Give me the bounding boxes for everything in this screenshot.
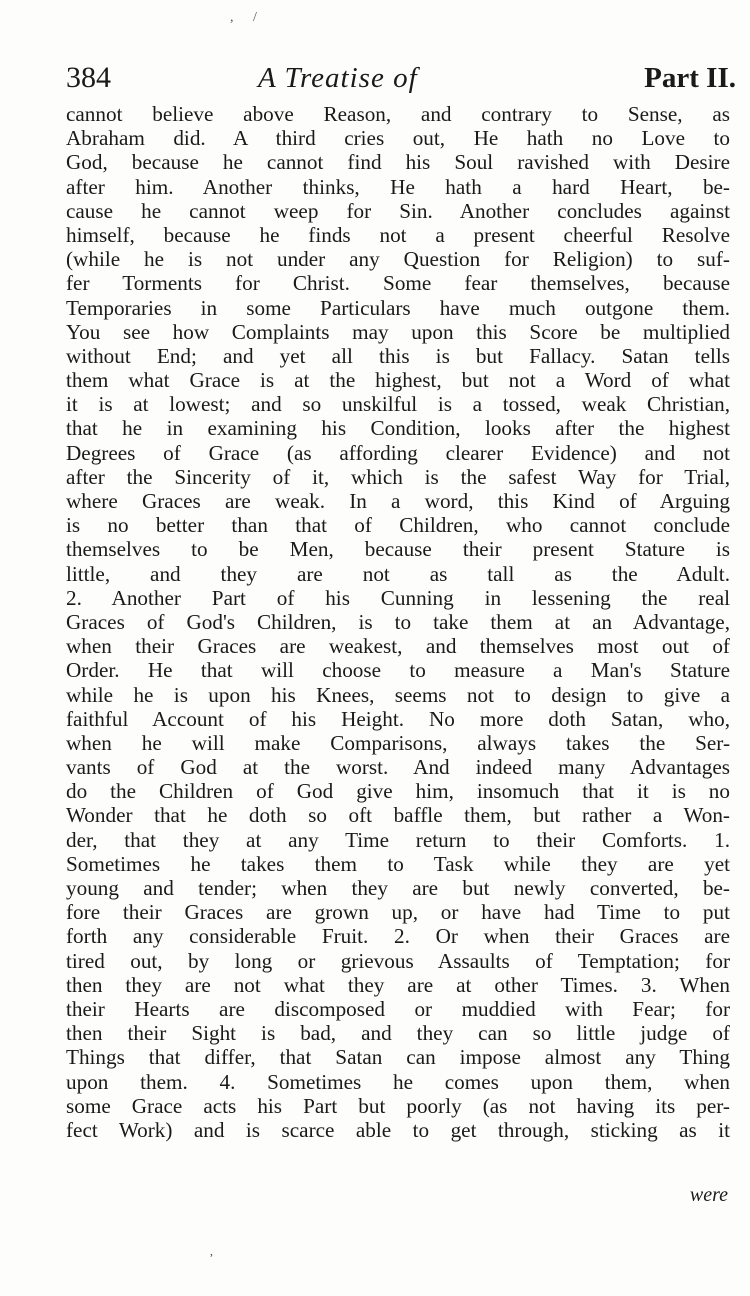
text-line: Abraham did. A third cries out, He hath no Love to [66, 126, 730, 151]
text-line: Graces of God's Children, is to take them at an Advantage, [66, 609, 730, 634]
text-line: after him. Another thinks, He hath a hard Heart, be- [66, 174, 730, 199]
text-line: fect Work) and is scarce able to get through, sticking as it [66, 1117, 730, 1142]
text-line: young and tender; when they are but newly converted, be- [66, 876, 730, 900]
text-line: some Grace acts his Part but poorly (as not having its per- [66, 1093, 730, 1118]
text-line: himself, because he finds not a present cheerful Resolve [66, 222, 730, 247]
text-line: then they are not what they are at other Times. 3. When [66, 972, 730, 997]
text-line: tired out, by long or grievous Assaults of Temptation; for [66, 948, 730, 973]
text-line: do the Children of God give him, insomuch that it is no [66, 779, 730, 804]
text-line: after the Sincerity of it, which is the safest Way for Trial, [66, 464, 730, 489]
part-label: Part II. [644, 62, 736, 94]
ink-specks: , / [230, 10, 265, 25]
text-line: Wonder that he doth so oft baffle them, but rather a Won- [66, 803, 730, 828]
text-line: faithful Account of his Height. No more doth Satan, who, [66, 706, 730, 731]
text-line: Sometimes he takes them to Task while they are yet [66, 851, 730, 876]
text-line: 2. Another Part of his Cunning in lessening the real [66, 585, 730, 610]
text-line: cause he cannot weep for Sin. Another concludes against [66, 198, 730, 223]
text-line: vants of God at the worst. And indeed many Advantages [66, 755, 730, 780]
text-line: fore their Graces are grown up, or have had Time to put [66, 900, 730, 925]
text-line: Degrees of Grace (as affording clearer Evidence) and not [66, 440, 730, 465]
text-line: is no better than that of Children, who cannot conclude [66, 513, 730, 538]
text-line: when their Graces are weakest, and themselves most out of [66, 634, 730, 659]
text-line: cannot believe above Reason, and contrary to Sense, as [66, 102, 730, 126]
text-line: then their Sight is bad, and they can so little judge of [66, 1021, 730, 1046]
text-line: fer Torments for Christ. Some fear themselves, because [66, 271, 730, 296]
running-head [66, 58, 736, 98]
text-line: while he is upon his Knees, seems not to design to give a [66, 682, 730, 707]
page-number: 384 [66, 61, 111, 94]
text-line: without End; and yet all this is but Fallacy. Satan tells [66, 343, 730, 368]
text-line: their Hearts are discomposed or muddied with Fear; for [66, 996, 730, 1021]
body-text [66, 102, 730, 1142]
text-line: that he in examining his Condition, looks after the highest [66, 416, 730, 441]
text-line: when he will make Comparisons, always takes the Ser- [66, 730, 730, 755]
ink-speck: , [210, 1244, 213, 1258]
text-line: God, because he cannot find his Soul ravished with Desire [66, 150, 730, 175]
text-line: themselves to be Men, because their present Stature is [66, 537, 730, 562]
text-line: (while he is not under any Question for Religion) to suf- [66, 247, 730, 272]
text-line: little, and they are not as tall as the Adult. [66, 561, 730, 586]
text-line: You see how Complaints may upon this Score be multiplied [66, 319, 730, 344]
text-line: Things that differ, that Satan can impose almost any Thing [66, 1045, 730, 1070]
text-line: it is at lowest; and so unskilful is a tossed, weak Christian, [66, 392, 730, 417]
text-line: der, that they at any Time return to their Comforts. 1. [66, 827, 730, 852]
catchword: were [689, 1184, 728, 1206]
text-line: Order. He that will choose to measure a Man's Stature [66, 658, 730, 683]
text-line: where Graces are weak. In a word, this Kind of Arguing [66, 489, 730, 513]
running-title: A Treatise of [258, 62, 418, 94]
text-line: forth any considerable Fruit. 2. Or when their Graces are [66, 924, 730, 949]
text-line: Temporaries in some Particulars have much outgone them. [66, 295, 730, 320]
text-line: upon them. 4. Sometimes he comes upon them, when [66, 1069, 730, 1094]
text-line: them what Grace is at the highest, but not a Word of what [66, 368, 730, 393]
